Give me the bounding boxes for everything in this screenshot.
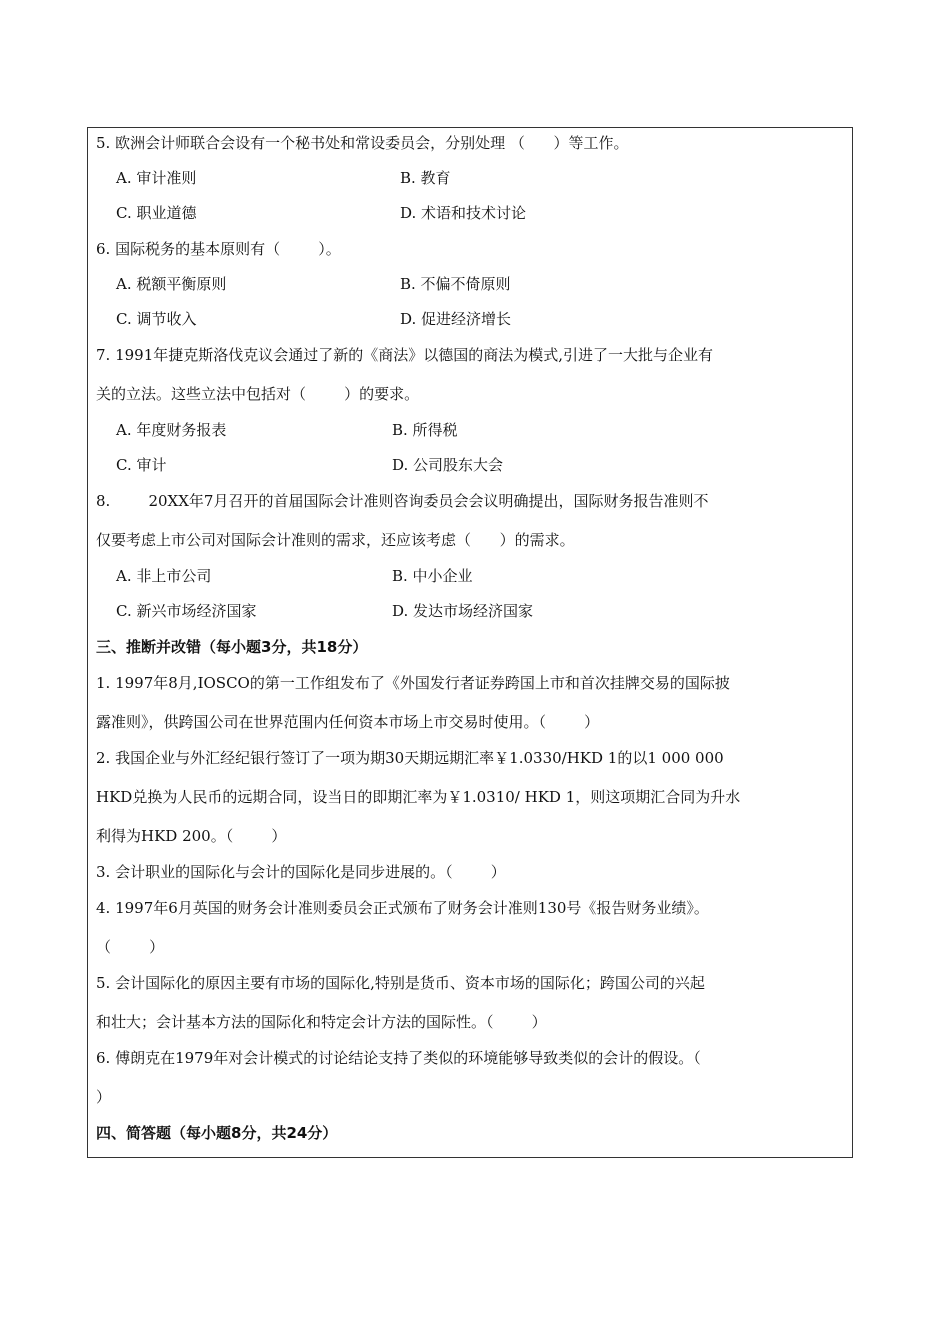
q7-option-d: D. 公司股东大会 [392,456,504,474]
q5-option-b: B. 教育 [400,169,451,187]
q7-options-row2 [116,455,504,475]
s3-q6-line2: ） [96,1088,112,1106]
q8-stem-line2: 仅要考虑上市公司对国际会计准则的需求，还应该考虑（ ）的需求。 [96,531,575,549]
section3-heading: 三、推断并改错（每小题3分，共18分） [96,638,368,656]
q6-options-row2 [116,309,512,329]
q8-option-d: D. 发达市场经济国家 [392,602,534,620]
s3-q3: 3. 会计职业的国际化与会计的国际化是同步进展的。（ ） [96,863,506,881]
q8-option-b: B. 中小企业 [392,567,473,585]
q6-option-c: C. 调节收入 [116,310,197,328]
q7-option-b: B. 所得税 [392,421,458,439]
q7-option-a: A. 年度财务报表 [116,421,227,439]
s3-q4-line1: 4. 1997年6月英国的财务会计准则委员会正式颁布了财务会计准则130号《报告财务业绩》。 [96,899,709,917]
q7-option-c: C. 审计 [116,456,167,474]
s3-q5-line2: 和壮大；会计基本方法的国际化和特定会计方法的国际性。（ ） [96,1013,547,1031]
s3-q1-line1: 1. 1997年8月,IOSCO的第一工作组发布了《外国发行者证券跨国上市和首次挂牌交易的国际披 [96,674,730,692]
s3-q1-line2: 露准则》，供跨国公司在世界范围内任何资本市场上市交易时使用。（ ） [96,713,600,731]
q6-option-a: A. 税额平衡原则 [116,275,227,293]
q5-option-a: A. 审计准则 [116,169,197,187]
s3-q5-line1: 5. 会计国际化的原因主要有市场的国际化,特别是货币、资本市场的国际化；跨国公司的兴起 [96,974,705,992]
q6-stem: 6. 国际税务的基本原则有（ ）。 [96,240,341,258]
section4-heading: 四、简答题（每小题8分，共24分） [96,1124,338,1142]
q8-option-a: A. 非上市公司 [116,567,212,585]
q6-options-row1 [116,274,511,294]
q7-stem-line1: 7. 1991年捷克斯洛伐克议会通过了新的《商法》以德国的商法为模式,引进了一大批与企业有 [96,346,714,364]
q6-option-d: D. 促进经济增长 [400,310,512,328]
s3-q2-line1: 2. 我国企业与外汇经纪银行签订了一项为期30天期远期汇率￥1.0330/HKD 1的以1 000 000 [96,749,724,767]
q5-options-row2 [116,203,527,223]
q6-option-b: B. 不偏不倚原则 [400,275,511,293]
q5-option-d: D. 术语和技术讨论 [400,204,527,222]
s3-q4-line2: （ ） [96,938,165,956]
q7-stem-line2: 关的立法。这些立法中包括对（ ）的要求。 [96,385,420,403]
q8-stem-line1: 8. 20XX年7月召开的首届国际会计准则咨询委员会会议明确提出，国际财务报告准则不 [96,492,709,510]
q7-options-row1 [116,420,458,440]
q8-options-row2 [116,601,534,621]
s3-q2-line2: HKD兑换为人民币的远期合同，设当日的即期汇率为￥1.0310/ HKD 1，则这项期汇合同为升水 [96,788,741,806]
s3-q2-line3: 利得为HKD 200。（ ） [96,827,287,845]
q5-options-row1 [116,168,451,188]
q5-stem: 5. 欧洲会计师联合会设有一个秘书处和常设委员会，分别处理 （ ）等工作。 [96,134,629,152]
q8-options-row1 [116,566,473,586]
q5-option-c: C. 职业道德 [116,204,197,222]
q8-option-c: C. 新兴市场经济国家 [116,602,257,620]
s3-q6-line1: 6. 傅朗克在1979年对会计模式的讨论结论支持了类似的环境能够导致类似的会计的假设。（ [96,1049,701,1067]
